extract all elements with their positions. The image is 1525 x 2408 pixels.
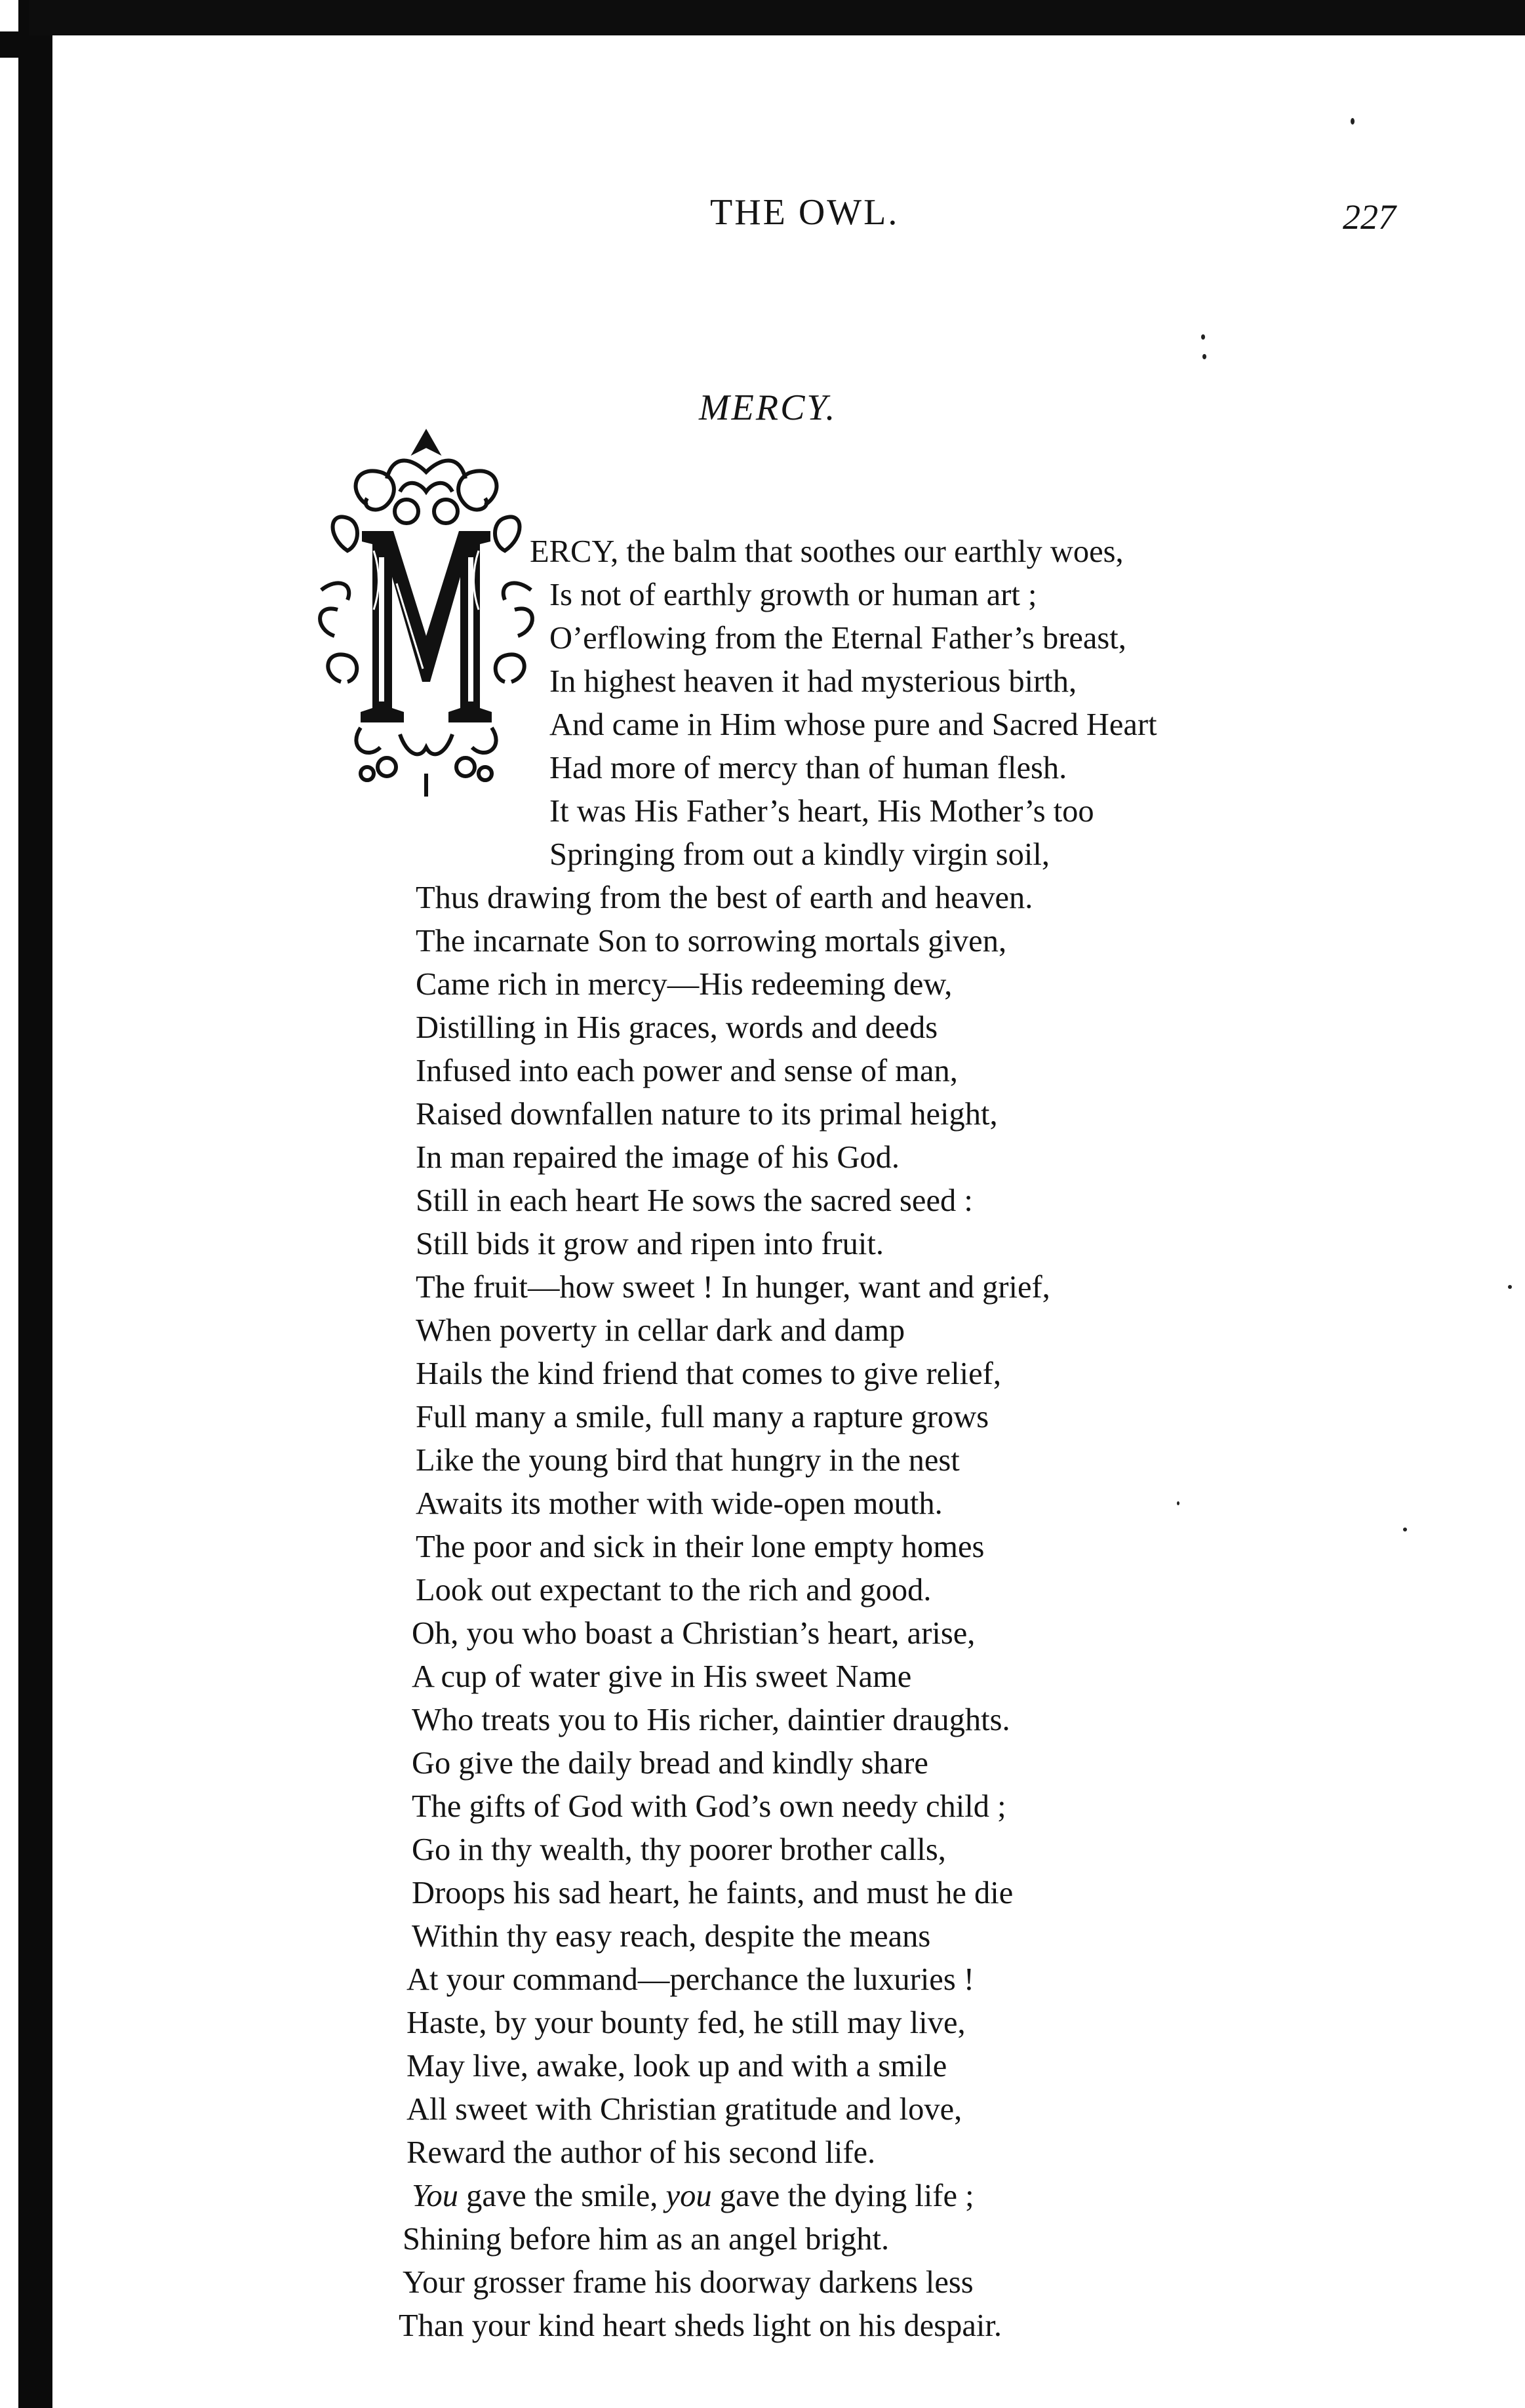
line-segment: gave the smile,	[458, 2179, 666, 2213]
poem-line: Go in thy wealth, thy poorer brother calls,	[412, 1832, 946, 1867]
poem-line: A cup of water give in His sweet Name	[412, 1659, 912, 1694]
poem-line: Droops his sad heart, he faints, and must he die	[412, 1876, 1014, 1910]
italic-word: You	[412, 2179, 459, 2213]
poem-line: In highest heaven it had mysterious birth,	[549, 664, 1077, 699]
poem-line: Thus drawing from the best of earth and heaven.	[416, 880, 1033, 915]
poem-line: Shining before him as an angel bright.	[403, 2222, 890, 2257]
ink-speck	[1177, 1501, 1179, 1505]
poem-line: Springing from out a kindly virgin soil,	[549, 837, 1050, 872]
poem-line: O’erflowing from the Eternal Father’s breast,	[549, 621, 1126, 656]
ornamental-initial-m-icon	[308, 420, 544, 800]
poem-line: Oh, you who boast a Christian’s heart, arise,	[412, 1616, 976, 1651]
poem-line: Hails the kind friend that comes to give relief,	[416, 1356, 1001, 1391]
poem-line: Go give the daily bread and kindly share	[412, 1746, 928, 1781]
poem-line: Is not of earthly growth or human art ;	[549, 578, 1037, 612]
poem-line: All sweet with Christian gratitude and love,	[406, 2092, 962, 2127]
poem-line: Distilling in His graces, words and deeds	[416, 1010, 938, 1045]
poem-line: Infused into each power and sense of man,	[416, 1054, 958, 1088]
poem-line: Had more of mercy than of human flesh.	[549, 751, 1067, 785]
ink-speck	[1201, 334, 1205, 340]
poem-title: MERCY.	[699, 387, 837, 428]
poem-line: The poor and sick in their lone empty homes	[416, 1530, 985, 1564]
poem-line: At your command—perchance the luxuries !	[406, 1962, 974, 1997]
ink-speck	[1351, 118, 1355, 125]
ink-speck	[1508, 1285, 1512, 1289]
poem-line: Who treats you to His richer, daintier draughts.	[412, 1703, 1010, 1737]
poem-line: Reward the author of his second life.	[406, 2135, 876, 2170]
poem-line: Look out expectant to the rich and good.	[416, 1573, 932, 1608]
poem-line: And came in Him whose pure and Sacred Heart	[549, 707, 1157, 742]
poem-line: Like the young bird that hungry in the nest	[416, 1443, 960, 1478]
page-number: 227	[1343, 197, 1396, 237]
ink-speck	[1403, 1528, 1407, 1531]
top-border-rule	[29, 0, 1525, 35]
poem-line: Still bids it grow and ripen into fruit.	[416, 1227, 884, 1261]
poem-line: The fruit—how sweet ! In hunger, want and grief,	[416, 1270, 1050, 1305]
italic-word: you	[665, 2179, 712, 2213]
poem-line: Than your kind heart sheds light on his despair.	[399, 2308, 1002, 2343]
poem-line: Still in each heart He sows the sacred seed :	[416, 1183, 973, 1218]
poem-line: Haste, by your bounty fed, he still may live,	[406, 2005, 966, 2040]
poem-line: When poverty in cellar dark and damp	[416, 1313, 905, 1348]
poem-line: Within thy easy reach, despite the means	[412, 1919, 931, 1954]
poem-line: The gifts of God with God’s own needy child ;	[412, 1789, 1006, 1824]
poem-line: Raised downfallen nature to its primal height,	[416, 1097, 998, 1132]
poem-line: In man repaired the image of his God.	[416, 1140, 900, 1175]
running-head: THE OWL.	[710, 192, 900, 233]
poem-line: Your grosser frame his doorway darkens less	[403, 2265, 974, 2300]
border-notch	[0, 31, 39, 58]
poem-line: Awaits its mother with wide-open mouth.	[416, 1486, 943, 1521]
left-border-rule	[18, 0, 52, 2408]
poem-line: Full many a smile, full many a rapture grows	[416, 1400, 989, 1434]
line-segment: gave the dying life ;	[711, 2179, 974, 2213]
poem-line: Came rich in mercy—His redeeming dew,	[416, 967, 953, 1002]
ink-speck	[1202, 354, 1206, 359]
poem-line: ERCY, the balm that soothes our earthly woes,	[530, 534, 1124, 569]
poem-line: The incarnate Son to sorrowing mortals given,	[416, 924, 1007, 958]
poem-line: It was His Father’s heart, His Mother’s too	[549, 794, 1094, 829]
poem-line: May live, awake, look up and with a smile	[406, 2049, 947, 2083]
poem-line-italic	[412, 2181, 974, 2213]
